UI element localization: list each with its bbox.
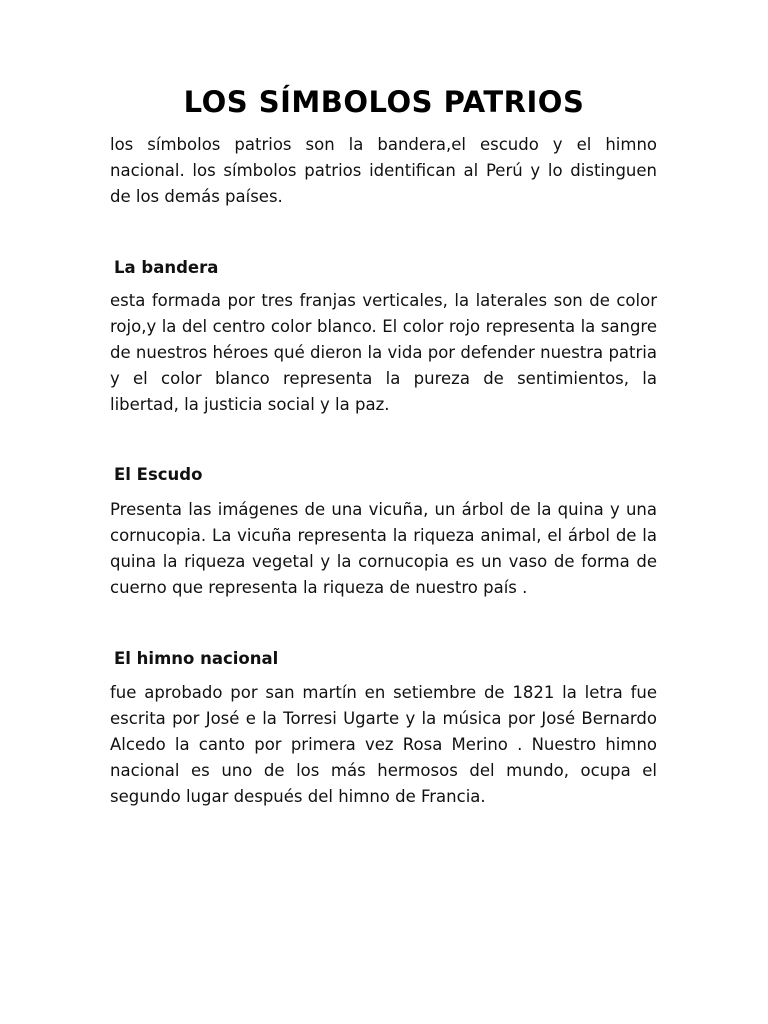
intro-paragraph: los símbolos patrios son la bandera,el escudo y el himno nacional. los símbolos patrios identifican al Perú y lo distinguen de los demás países. xyxy=(110,135,657,206)
section-body-himno: fue aprobado por san martín en setiembre de 1821 la letra fue escrita por José e la Torresi Ugarte y la música por José Bernardo Alcedo la canto por primera vez Rosa Merino . Nuestro himno nacional es uno de los más hermosos del mundo, ocupa el segundo lugar después del himno de Francia. xyxy=(110,683,657,806)
page-title: LOS SÍMBOLOS PATRIOS xyxy=(183,85,585,119)
section-heading-bandera: La bandera xyxy=(114,258,219,277)
section-heading-himno: El himno nacional xyxy=(114,649,279,668)
section-body-escudo: Presenta las imágenes de una vicuña, un árbol de la quina y una cornucopia. La vicuña representa la riqueza animal, el árbol de la quina la riqueza vegetal y la cornucopia es un vaso de forma de cuerno que representa la riqueza de nuestro país . xyxy=(110,500,657,597)
section-heading-escudo: El Escudo xyxy=(114,465,203,484)
section-body-bandera: esta formada por tres franjas verticales, la laterales son de color rojo,y la del centro color blanco. El color rojo representa la sangre de nuestros héroes qué dieron la vida por defender nuestra patria y el color blanco representa la pureza de sentimientos, la libertad, la justicia social y la paz. xyxy=(110,291,657,414)
